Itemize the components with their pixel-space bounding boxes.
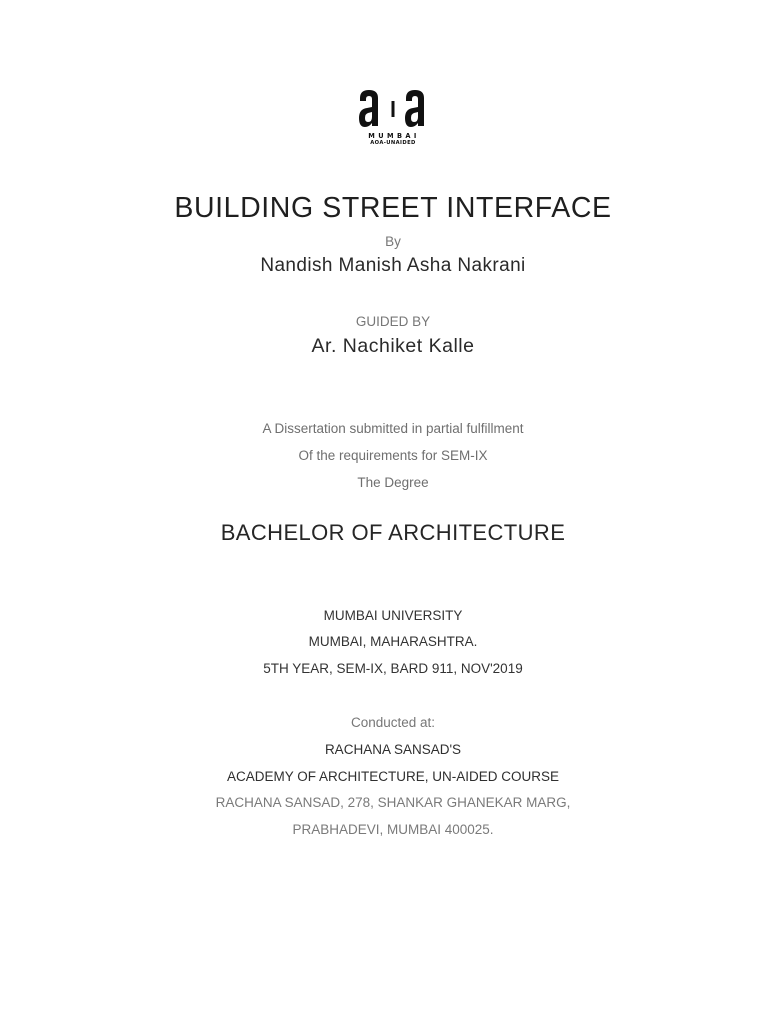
dissertation-line: Of the requirements for SEM-IX [298, 448, 488, 463]
address-line: PRABHADEVI, MUMBAI 400025. [292, 822, 494, 837]
conducted-at-label: Conducted at: [350, 715, 436, 730]
degree-title: BACHELOR OF ARCHITECTURE [220, 520, 566, 545]
address-line: RACHANA SANSAD, 278, SHANKAR GHANEKAR MARG, [215, 795, 571, 810]
university-line: 5TH YEAR, SEM-IX, BARD 911, NOV'2019 [263, 661, 523, 676]
dissertation-line: A Dissertation submitted in partial fulfillment [262, 421, 524, 436]
by-label: By [385, 234, 401, 249]
dissertation-line: The Degree [357, 475, 429, 490]
aoa-logo-mark [358, 88, 428, 132]
guide-name: Ar. Nachiket Kalle [311, 335, 475, 357]
author-name: Nandish Manish Asha Nakrani [260, 255, 526, 276]
university-line: MUMBAI UNIVERSITY [323, 608, 463, 623]
logo-city-text: MUMBAI [368, 132, 420, 140]
aoa-logo [358, 88, 428, 148]
guided-by-label: GUIDED BY [355, 314, 431, 329]
document-title: BUILDING STREET INTERFACE [174, 192, 612, 224]
institution-line: ACADEMY OF ARCHITECTURE, UN-AIDED COURSE [226, 769, 560, 784]
institution-line: RACHANA SANSAD'S [324, 742, 462, 757]
university-line: MUMBAI, MAHARASHTRA. [308, 634, 478, 649]
logo-sub-text: AOA-UNAIDED [370, 140, 416, 146]
